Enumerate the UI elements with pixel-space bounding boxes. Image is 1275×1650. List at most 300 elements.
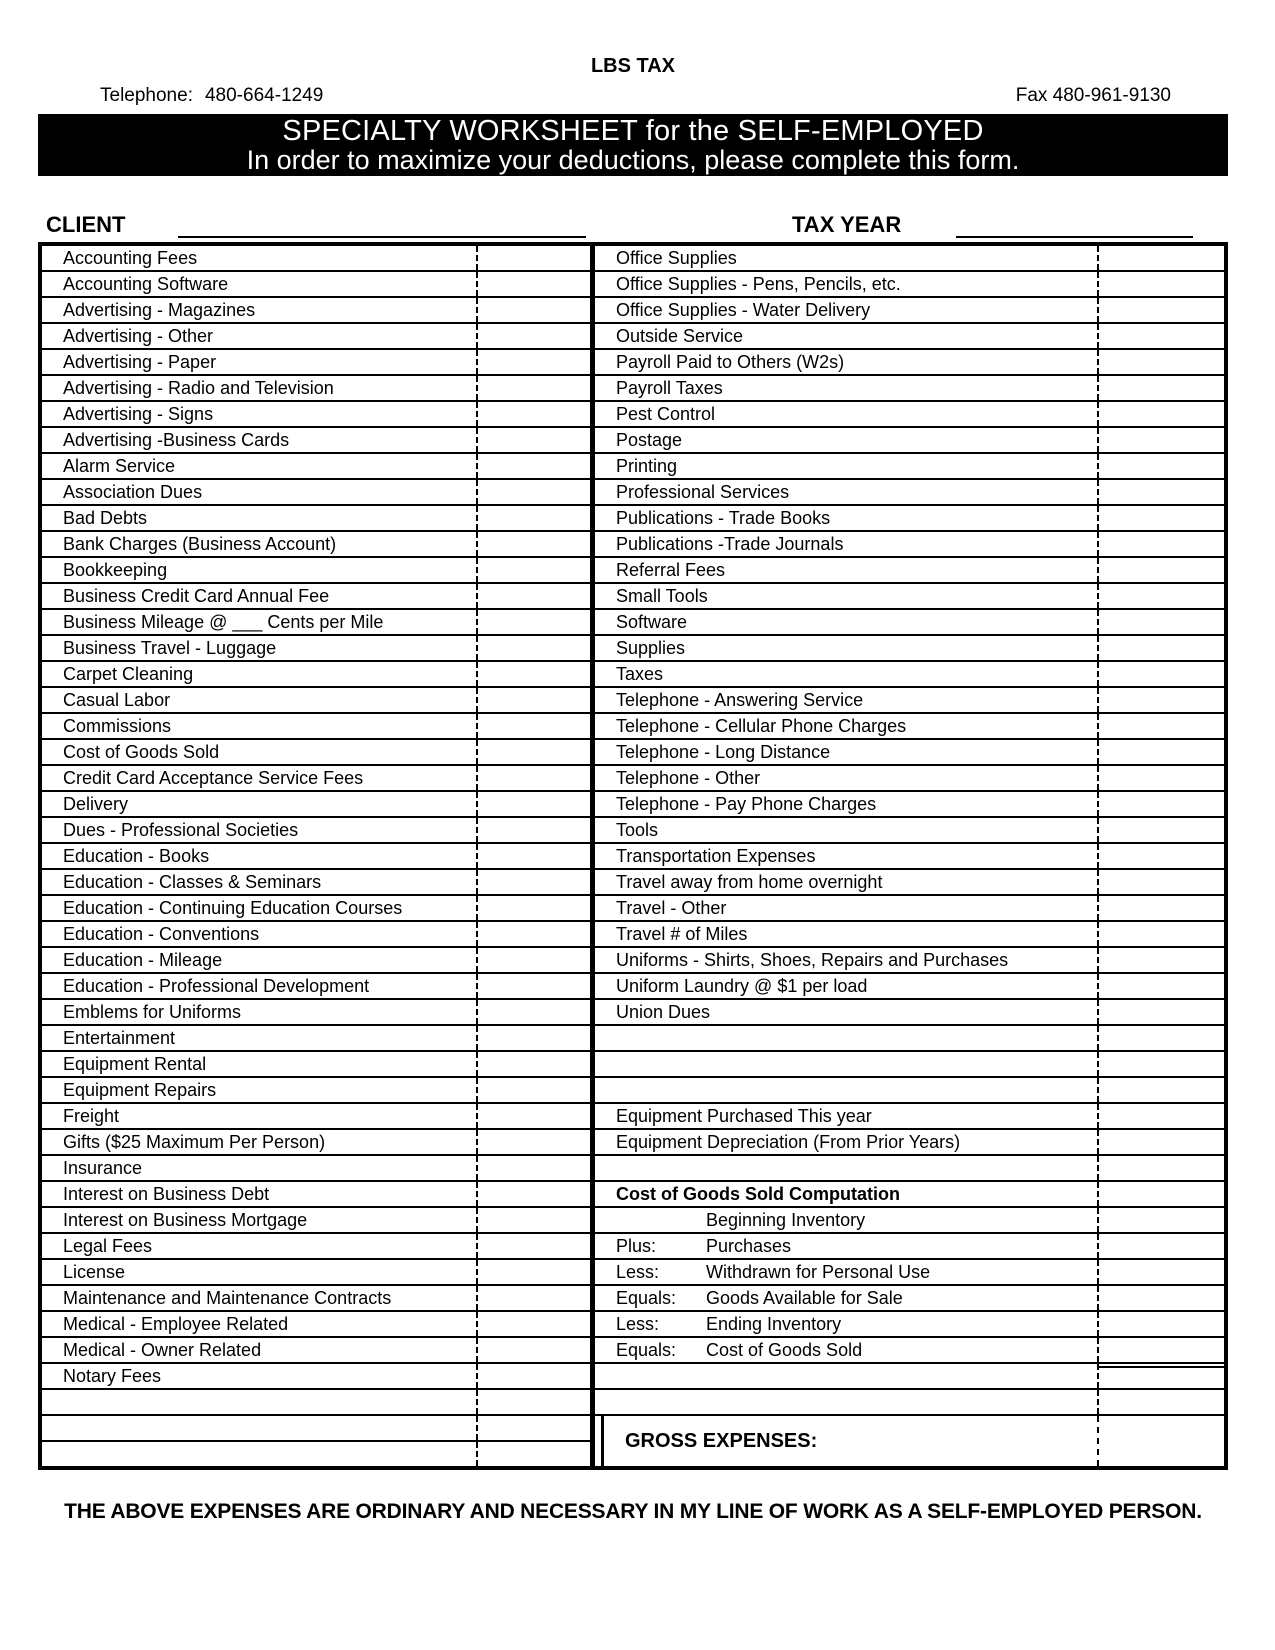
expense-row xyxy=(595,1208,1224,1234)
amount-cell[interactable] xyxy=(478,818,590,842)
expense-label-text: Transportation Expenses xyxy=(616,845,816,866)
expense-label xyxy=(595,896,1099,920)
amount-cell[interactable] xyxy=(1099,688,1224,712)
amount-cell[interactable] xyxy=(478,1286,590,1310)
expense-label xyxy=(595,246,1099,270)
expense-label xyxy=(42,532,478,556)
amount-cell[interactable] xyxy=(478,480,590,504)
amount-cell[interactable] xyxy=(1099,740,1224,764)
expense-row xyxy=(42,506,590,532)
expense-row xyxy=(595,688,1224,714)
expense-label xyxy=(42,1390,478,1414)
expense-row xyxy=(42,688,590,714)
expense-label-text: Advertising - Other xyxy=(63,325,214,346)
amount-cell[interactable] xyxy=(1099,558,1224,582)
expense-label-text: Withdrawn for Personal Use xyxy=(706,1261,931,1282)
amount-cell[interactable] xyxy=(1099,610,1224,634)
expense-label-text: Bad Debts xyxy=(63,507,148,528)
amount-cell[interactable] xyxy=(1099,350,1224,374)
expense-row xyxy=(42,1182,590,1208)
amount-cell[interactable] xyxy=(1099,870,1224,894)
client-label: CLIENT xyxy=(46,212,126,237)
expense-row xyxy=(595,1156,1224,1182)
amount-cell[interactable] xyxy=(1099,896,1224,920)
expense-row xyxy=(42,714,590,740)
expense-row xyxy=(42,844,590,870)
expense-label xyxy=(42,922,478,946)
expense-row xyxy=(595,558,1224,584)
amount-cell[interactable] xyxy=(478,1078,590,1102)
expense-label xyxy=(42,662,478,686)
expense-label xyxy=(595,272,1099,296)
expense-label-text: Goods Available for Sale xyxy=(706,1287,903,1308)
amount-cell[interactable] xyxy=(478,428,590,452)
computation-prefix: Plus: xyxy=(616,1235,657,1256)
expense-row xyxy=(42,454,590,480)
amount-cell[interactable] xyxy=(478,272,590,296)
expense-row xyxy=(42,1260,590,1286)
expense-label-text: Equipment Repairs xyxy=(63,1079,217,1100)
expense-label-text: GROSS EXPENSES: xyxy=(625,1429,818,1452)
expense-label xyxy=(595,740,1099,764)
expense-label xyxy=(42,324,478,348)
amount-cell[interactable] xyxy=(478,532,590,556)
expense-label xyxy=(595,1000,1099,1024)
tax-year-input-line[interactable] xyxy=(956,210,1193,238)
expense-label-text: Delivery xyxy=(63,793,129,814)
expense-label-text: Outside Service xyxy=(616,325,744,346)
expense-label-text: Uniforms - Shirts, Shoes, Repairs and Purchases xyxy=(616,949,1009,970)
expense-label xyxy=(595,428,1099,452)
expense-label xyxy=(595,1260,1099,1284)
expense-row xyxy=(42,480,590,506)
expense-label xyxy=(595,506,1099,530)
expense-label xyxy=(42,506,478,530)
expense-label xyxy=(42,1156,478,1180)
expense-label xyxy=(595,402,1099,426)
expense-label xyxy=(595,1364,1099,1388)
amount-cell[interactable] xyxy=(478,506,590,530)
amount-cell[interactable] xyxy=(478,1130,590,1154)
expense-row xyxy=(595,298,1224,324)
amount-cell[interactable] xyxy=(1099,1234,1224,1258)
expense-label-text: Purchases xyxy=(706,1235,792,1256)
expense-label-text: Travel - Other xyxy=(616,897,727,918)
expense-label xyxy=(42,974,478,998)
expense-label-text: Advertising - Signs xyxy=(63,403,214,424)
expense-label xyxy=(595,870,1099,894)
expense-row xyxy=(42,1104,590,1130)
amount-cell[interactable] xyxy=(478,766,590,790)
expense-label xyxy=(42,1000,478,1024)
expense-row xyxy=(42,246,590,272)
expense-row xyxy=(595,636,1224,662)
amount-cell[interactable] xyxy=(478,454,590,478)
expense-label-text: Advertising - Paper xyxy=(63,351,217,372)
expense-label xyxy=(42,818,478,842)
expense-label xyxy=(42,558,478,582)
amount-cell[interactable] xyxy=(1099,376,1224,400)
amount-cell[interactable] xyxy=(1099,1130,1224,1154)
expense-row xyxy=(42,558,590,584)
amount-cell[interactable] xyxy=(478,1156,590,1180)
expense-label xyxy=(42,844,478,868)
amount-cell[interactable] xyxy=(478,298,590,322)
amount-cell[interactable] xyxy=(478,324,590,348)
telephone xyxy=(100,84,323,108)
expense-row xyxy=(42,818,590,844)
expense-label-text: Professional Services xyxy=(616,481,790,502)
expense-label xyxy=(595,974,1099,998)
amount-cell[interactable] xyxy=(478,1416,590,1440)
expense-label xyxy=(595,558,1099,582)
amount-cell[interactable] xyxy=(478,896,590,920)
expense-row xyxy=(595,376,1224,402)
amount-cell[interactable] xyxy=(478,1390,590,1414)
amount-cell[interactable] xyxy=(478,1312,590,1336)
expense-label-text: Education - Mileage xyxy=(63,949,223,970)
amount-cell[interactable] xyxy=(478,350,590,374)
amount-cell[interactable] xyxy=(478,376,590,400)
amount-cell[interactable] xyxy=(1099,454,1224,478)
expense-row xyxy=(595,896,1224,922)
expense-label-text: Payroll Paid to Others (W2s) xyxy=(616,351,845,372)
amount-cell[interactable] xyxy=(1099,298,1224,322)
expense-label-text: Education - Professional Development xyxy=(63,975,370,996)
amount-cell[interactable] xyxy=(478,870,590,894)
expense-row xyxy=(42,402,590,428)
expense-label-text: Referral Fees xyxy=(616,559,726,580)
amount-cell[interactable] xyxy=(1099,1416,1224,1466)
expense-label xyxy=(42,246,478,270)
expense-label-text: Notary Fees xyxy=(63,1365,162,1386)
amount-cell[interactable] xyxy=(478,688,590,712)
expense-label xyxy=(42,896,478,920)
amount-cell[interactable] xyxy=(1099,1026,1224,1050)
amount-cell[interactable] xyxy=(478,844,590,868)
expense-label xyxy=(42,610,478,634)
amount-cell[interactable] xyxy=(478,558,590,582)
expense-row xyxy=(595,948,1224,974)
amount-cell[interactable] xyxy=(478,922,590,946)
expense-label-text: Advertising -Business Cards xyxy=(63,429,290,450)
expense-label xyxy=(42,636,478,660)
expense-label-text: Ending Inventory xyxy=(706,1313,842,1334)
amount-cell[interactable] xyxy=(478,402,590,426)
amount-cell[interactable] xyxy=(1099,1000,1224,1024)
expense-label xyxy=(595,1104,1099,1128)
expense-label xyxy=(42,1130,478,1154)
expense-row xyxy=(42,662,590,688)
expense-label-text: Small Tools xyxy=(616,585,708,606)
amount-cell[interactable] xyxy=(478,662,590,686)
expense-label xyxy=(595,1078,1099,1102)
amount-cell[interactable] xyxy=(1099,1078,1224,1102)
amount-cell[interactable] xyxy=(1099,402,1224,426)
amount-cell[interactable] xyxy=(1099,480,1224,504)
expense-label-text: Carpet Cleaning xyxy=(63,663,194,684)
expense-label-text: Telephone - Long Distance xyxy=(616,741,831,762)
expense-label-text: Tools xyxy=(616,819,659,840)
amount-cell[interactable] xyxy=(1099,792,1224,816)
expense-label-text: Insurance xyxy=(63,1157,143,1178)
expense-label xyxy=(42,272,478,296)
amount-cell[interactable] xyxy=(1099,324,1224,348)
expense-row xyxy=(595,766,1224,792)
expense-row xyxy=(595,532,1224,558)
amount-cell[interactable] xyxy=(1099,766,1224,790)
expense-label xyxy=(42,376,478,400)
expense-label-text: Cost of Goods Sold xyxy=(706,1339,863,1360)
amount-cell[interactable] xyxy=(478,1026,590,1050)
expense-label xyxy=(42,688,478,712)
expense-label xyxy=(42,1078,478,1102)
expense-label xyxy=(595,454,1099,478)
amount-cell[interactable] xyxy=(1099,428,1224,452)
expense-row xyxy=(42,1026,590,1052)
expense-row xyxy=(42,636,590,662)
computation-prefix: Less: xyxy=(616,1261,660,1282)
expense-row xyxy=(595,402,1224,428)
expense-label-text: Interest on Business Debt xyxy=(63,1183,270,1204)
amount-cell[interactable] xyxy=(478,714,590,738)
client-input-line[interactable] xyxy=(178,210,586,238)
expense-label xyxy=(42,1234,478,1258)
amount-cell[interactable] xyxy=(478,1234,590,1258)
amount-cell[interactable] xyxy=(1099,1364,1224,1388)
expense-label xyxy=(42,1182,478,1206)
expense-label-text: Telephone - Answering Service xyxy=(616,689,864,710)
expense-row xyxy=(42,870,590,896)
expense-label xyxy=(42,1338,478,1362)
expense-label-text: Maintenance and Maintenance Contracts xyxy=(63,1287,392,1308)
expense-row xyxy=(595,1260,1224,1286)
amount-cell[interactable] xyxy=(1099,1104,1224,1128)
amount-cell[interactable] xyxy=(1099,506,1224,530)
amount-cell[interactable] xyxy=(478,792,590,816)
expense-row xyxy=(595,324,1224,350)
expense-label xyxy=(595,948,1099,972)
expense-label-text: Pest Control xyxy=(616,403,716,424)
expense-label-text: Accounting Fees xyxy=(63,247,198,268)
expense-row xyxy=(595,1078,1224,1104)
amount-cell[interactable] xyxy=(478,1182,590,1206)
amount-cell[interactable] xyxy=(1099,1312,1224,1336)
expense-row xyxy=(595,1052,1224,1078)
expense-label xyxy=(595,792,1099,816)
amount-cell[interactable] xyxy=(1099,1208,1224,1232)
expense-row xyxy=(595,662,1224,688)
expense-row xyxy=(42,1312,590,1338)
expense-row xyxy=(42,1130,590,1156)
expense-row xyxy=(42,1390,590,1416)
expense-label-text: Telephone - Cellular Phone Charges xyxy=(616,715,907,736)
expense-label xyxy=(42,766,478,790)
expense-label-text: Gifts ($25 Maximum Per Person) xyxy=(63,1131,326,1152)
expense-row xyxy=(595,1312,1224,1338)
amount-cell[interactable] xyxy=(1099,1286,1224,1310)
expense-label-text: Casual Labor xyxy=(63,689,171,710)
amount-cell[interactable] xyxy=(1099,584,1224,608)
expense-label-text: Supplies xyxy=(616,637,686,658)
tax-year-label: TAX YEAR xyxy=(792,212,902,237)
expense-row xyxy=(601,1416,1224,1466)
expense-row xyxy=(42,324,590,350)
expense-row xyxy=(595,1286,1224,1312)
amount-cell[interactable] xyxy=(478,1208,590,1232)
expense-row xyxy=(595,584,1224,610)
client-bar xyxy=(38,202,1228,240)
expense-label-text: Office Supplies - Pens, Pencils, etc. xyxy=(616,273,901,294)
expense-label-text: Taxes xyxy=(616,663,664,684)
amount-cell[interactable] xyxy=(478,584,590,608)
amount-cell[interactable] xyxy=(1099,1338,1224,1362)
expense-row xyxy=(595,1338,1224,1364)
expense-row xyxy=(595,1000,1224,1026)
expense-label-text: Printing xyxy=(616,455,678,476)
expense-row xyxy=(595,1234,1224,1260)
amount-cell[interactable] xyxy=(478,1052,590,1076)
amount-cell[interactable] xyxy=(1099,1260,1224,1284)
footer-statement: THE ABOVE EXPENSES ARE ORDINARY AND NECESSARY IN MY LINE OF WORK AS A SELF-EMPLOYED PERSON. xyxy=(64,1500,1202,1523)
expense-row xyxy=(595,922,1224,948)
amount-cell[interactable] xyxy=(478,246,590,270)
expense-row xyxy=(595,1364,1224,1390)
expense-label-text: Payroll Taxes xyxy=(616,377,723,398)
amount-cell[interactable] xyxy=(1099,532,1224,556)
expense-label-text: Union Dues xyxy=(616,1001,711,1022)
amount-cell[interactable] xyxy=(478,740,590,764)
expense-column-right xyxy=(595,246,1224,1466)
expense-label-text: Travel away from home overnight xyxy=(616,871,883,892)
expense-label-text: Commissions xyxy=(63,715,172,736)
amount-cell[interactable] xyxy=(1099,1156,1224,1180)
expense-table xyxy=(38,242,1228,1470)
expense-label-text: Cost of Goods Sold Computation xyxy=(616,1183,900,1204)
expense-row xyxy=(595,870,1224,896)
expense-label xyxy=(42,454,478,478)
expense-label xyxy=(42,350,478,374)
expense-row xyxy=(42,584,590,610)
amount-cell[interactable] xyxy=(1099,844,1224,868)
expense-label xyxy=(595,480,1099,504)
amount-cell[interactable] xyxy=(478,1364,590,1388)
expense-label xyxy=(42,870,478,894)
expense-row xyxy=(42,922,590,948)
expense-row xyxy=(42,948,590,974)
expense-row xyxy=(42,1338,590,1364)
amount-cell[interactable] xyxy=(1099,1390,1224,1414)
expense-label xyxy=(42,1286,478,1310)
expense-row xyxy=(42,1442,590,1466)
expense-row xyxy=(42,974,590,1000)
telephone-label: Telephone: xyxy=(100,85,193,106)
expense-label xyxy=(42,428,478,452)
expense-row xyxy=(42,272,590,298)
expense-label xyxy=(595,298,1099,322)
amount-cell[interactable] xyxy=(1099,662,1224,686)
expense-label-text: Advertising - Magazines xyxy=(63,299,256,320)
banner-subtitle: In order to maximize your deductions, please complete this form. xyxy=(246,145,1020,175)
expense-row xyxy=(595,844,1224,870)
expense-label-text: Publications -Trade Journals xyxy=(616,533,844,554)
expense-label-text: Dues - Professional Societies xyxy=(63,819,299,840)
amount-cell[interactable] xyxy=(478,1338,590,1362)
expense-label-text: Alarm Service xyxy=(63,455,176,476)
expense-label xyxy=(595,1156,1099,1180)
expense-label-text: Education - Classes & Seminars xyxy=(63,871,322,892)
expense-label-text: Medical - Owner Related xyxy=(63,1339,262,1360)
amount-cell[interactable] xyxy=(478,974,590,998)
amount-cell[interactable] xyxy=(1099,948,1224,972)
amount-cell[interactable] xyxy=(478,948,590,972)
amount-cell[interactable] xyxy=(478,1260,590,1284)
expense-label xyxy=(604,1416,1099,1466)
expense-label-text: Business Mileage @ ___ Cents per Mile xyxy=(63,611,384,632)
expense-label xyxy=(595,1182,1099,1206)
expense-row xyxy=(595,454,1224,480)
expense-row xyxy=(42,792,590,818)
amount-cell[interactable] xyxy=(478,1104,590,1128)
expense-row xyxy=(42,766,590,792)
amount-cell[interactable] xyxy=(1099,246,1224,270)
amount-cell[interactable] xyxy=(1099,1052,1224,1076)
amount-cell[interactable] xyxy=(478,636,590,660)
expense-label xyxy=(595,532,1099,556)
expense-row xyxy=(595,610,1224,636)
expense-label xyxy=(595,922,1099,946)
expense-label xyxy=(595,688,1099,712)
expense-label xyxy=(595,1208,1099,1232)
expense-label-text: Postage xyxy=(616,429,683,450)
expense-label xyxy=(595,1312,1099,1336)
computation-prefix: Equals: xyxy=(616,1339,677,1360)
company-title: LBS TAX xyxy=(590,55,676,77)
expense-label-text: Association Dues xyxy=(63,481,203,502)
expense-row xyxy=(42,1416,590,1442)
amount-cell[interactable] xyxy=(1099,636,1224,660)
expense-label xyxy=(595,1286,1099,1310)
computation-prefix: Less: xyxy=(616,1313,660,1334)
amount-cell[interactable] xyxy=(1099,818,1224,842)
amount-cell[interactable] xyxy=(1099,974,1224,998)
amount-cell[interactable] xyxy=(478,1442,590,1466)
expense-label-text: License xyxy=(63,1261,126,1282)
expense-label xyxy=(42,1260,478,1284)
expense-label xyxy=(595,376,1099,400)
expense-label-text: Travel # of Miles xyxy=(616,923,748,944)
expense-label-text: Telephone - Pay Phone Charges xyxy=(616,793,877,814)
expense-label xyxy=(42,1052,478,1076)
fax-number: Fax 480-961-9130 xyxy=(1015,85,1171,106)
amount-cell[interactable] xyxy=(1099,922,1224,946)
expense-row xyxy=(42,376,590,402)
expense-label-text: Business Credit Card Annual Fee xyxy=(63,585,330,606)
amount-cell[interactable] xyxy=(1099,1182,1224,1206)
amount-cell[interactable] xyxy=(478,610,590,634)
expense-label-text: Medical - Employee Related xyxy=(63,1313,289,1334)
expense-row xyxy=(595,740,1224,766)
amount-cell[interactable] xyxy=(478,1000,590,1024)
amount-cell[interactable] xyxy=(1099,714,1224,738)
amount-cell[interactable] xyxy=(1099,272,1224,296)
expense-label xyxy=(42,792,478,816)
computation-prefix: Equals: xyxy=(616,1287,677,1308)
expense-row xyxy=(42,1286,590,1312)
expense-label xyxy=(42,1208,478,1232)
expense-row xyxy=(42,1156,590,1182)
expense-row xyxy=(595,714,1224,740)
